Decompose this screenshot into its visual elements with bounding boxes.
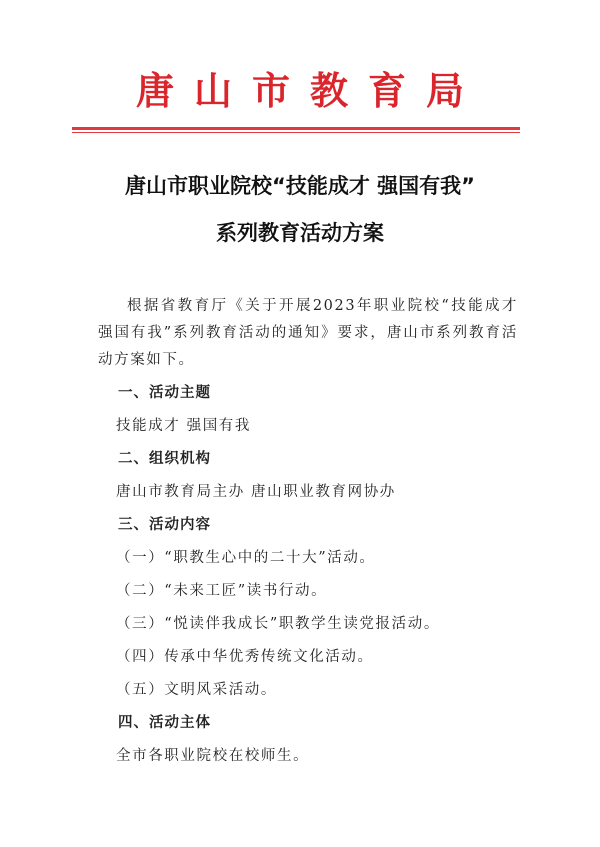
content-item: （五）文明风采活动。 [116, 682, 277, 698]
letterhead-rule-thin [72, 132, 520, 133]
document-title-line-1: 唐山市职业院校“技能成才 强国有我” [125, 174, 475, 198]
section-heading-content: 三、活动内容 [118, 517, 211, 533]
letterhead-rule-thick [72, 127, 520, 130]
intro-paragraph: 根据省教育厅《关于开展2023年职业院校“技能成才 强国有我”系列教育活动的通知》要求，唐山市系列教育活动方案如下。 [98, 298, 518, 368]
letterhead-org-name: 唐山市教育局 [135, 68, 484, 113]
content-item: （二）“未来工匠”读书行动。 [116, 583, 328, 599]
content-item: （三）“悦读伴我成长”职教学生读党报活动。 [116, 616, 440, 632]
content-item: （四）传承中华优秀传统文化活动。 [116, 649, 374, 665]
content-item: （一）“职教生心中的二十大”活动。 [116, 550, 376, 566]
section-line: 唐山市教育局主办 唐山职业教育网协办 [116, 484, 396, 500]
section-heading-organization: 二、组织机构 [118, 451, 211, 467]
document-title-line-2: 系列教育活动方案 [216, 221, 384, 245]
section-heading-participants: 四、活动主体 [118, 715, 211, 731]
section-heading-theme: 一、活动主题 [118, 385, 211, 401]
section-line: 技能成才 强国有我 [116, 418, 252, 434]
section-line: 全市各职业院校在校师生。 [116, 748, 310, 764]
document-body [98, 293, 518, 776]
